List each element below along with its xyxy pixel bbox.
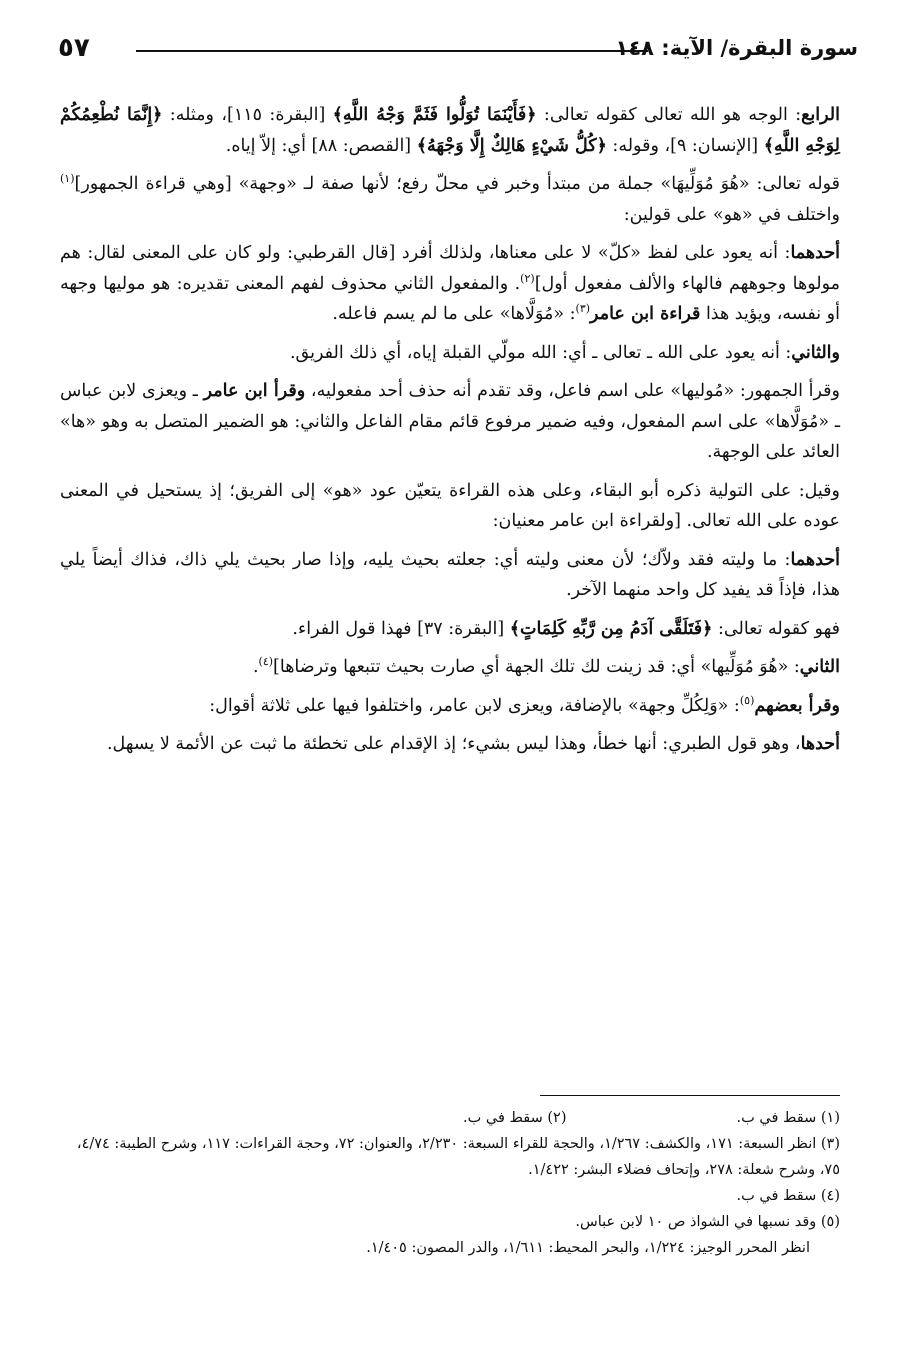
text-run: . والمفعول الثاني محذوف لفهم المعنى تقديره: هو موليها وجهه أو نفسه، ويؤيد هذا (60, 273, 840, 324)
bold-term: قراءة ابن عامر (590, 304, 701, 324)
bold-term: أحدهما (790, 549, 840, 570)
paragraph (60, 476, 840, 537)
page-number: ٥٧ (58, 33, 90, 63)
running-head: سورة البقرة/ الآية: ١٤٨ (615, 36, 858, 60)
footnote-separator (540, 1095, 840, 1096)
footnote-3: (٣) انظر السبعة: ١٧١، والكشف: ١/٢٦٧، والحجة للقراء السبعة: ٢/٢٣٠، والعنوان: ٧٢، وحجة القراءات: ١١٧، وشرح الطيبة: ٤/٧٤، ٧٥، وشرح شعلة: ٢٧٨، وإتحاف فضلاء البشر: ١/٤٢٢. (76, 1136, 840, 1178)
text-run: وقرأ الجمهور: «مُوليها» على اسم فاعل، وقد تقدم أنه حذف أحد مفعوليه، (305, 381, 840, 401)
text-run: : أنه يعود على لفظ «كلّ» لا على معناها، ولذلك أفرد [قال القرطبي: ولو كان على المعنى لقال: هم مولوها وجوههم فالهاء والألف مفعول أول] (60, 243, 840, 294)
text-run: : أنه يعود على الله ـ تعالى ـ أي: الله مولّي القبلة إياه، أي ذلك الفريق. (289, 342, 792, 363)
text-run: : «وَلِكُلِّ وجهة» بالإضافة، ويعزى لابن عامر، واختلفوا فيها على ثلاثة أقوال: (209, 695, 740, 716)
text-run: وقيل: على التولية ذكره أبو البقاء، وعلى هذه القراءة يتعيّن عود «هو» إلى الفريق؛ إذ يستحيل في المعنى عوده على الله تعالى. [ولقراءة ابن عامر معنيان: (60, 480, 840, 531)
text-run: : ما وليته فقد ولاّك؛ لأن معنى وليته أي: جعلته بحيث يليه، وإذا صار بحيث يلي ذاك، فذاك أيضاً يلي هذا، فإذاً قد يفيد كل واحد منهما الآخر. (60, 549, 840, 600)
footnote-5-continuation: انظر المحرر الوجيز: ١/٢٢٤، والبحر المحيط: ١/٦١١، والدر المصون: ١/٤٠٥. (366, 1240, 810, 1256)
text-run: : «مُوَلَّاها» على ما لم يسم فاعله. (332, 304, 576, 324)
footnote-ref: (٢) (520, 271, 535, 285)
paragraph (60, 376, 840, 468)
bold-term: وقرأ ابن عامر (203, 381, 306, 401)
footnote-4: (٤) سقط في ب. (736, 1188, 840, 1204)
text-run: واختلف في «هو» على قولين: (623, 204, 840, 225)
paragraph (60, 729, 840, 760)
text-run: : «هُوَ مُوَلِّيها» أي: قد زينت لك تلك الجهة أي صارت بحيث تتبعها وترضاها] (273, 657, 800, 677)
text-run: [القصص: ٨٨] أي: إلاّ إياه. (225, 135, 417, 156)
bold-term: الرابع (801, 105, 840, 125)
paragraph (60, 545, 840, 606)
text-run: [الإنسان: ٩]، وقوله: (606, 135, 764, 156)
footnote-5: (٥) وقد نسبها في الشواذ ص ١٠ لابن عباس. (575, 1214, 840, 1230)
text-run: . (252, 657, 259, 677)
bold-term: وقرأ بعضهم (754, 695, 840, 716)
text-run: : الوجه هو الله تعالى كقوله تعالى: (536, 105, 802, 125)
footnotes (60, 1105, 840, 1261)
footnote-row-1-2 (60, 1105, 840, 1131)
quran-verse: ﴿كُلُّ شَيْءٍ هَالِكٌ إِلَّا وَجْهَهُ﴾ (416, 135, 607, 156)
paragraph (60, 691, 840, 722)
bold-term: والثاني (791, 342, 840, 363)
bold-term: أحدها (800, 734, 840, 754)
footnote-ref: (٣) (575, 302, 591, 316)
paragraph (60, 169, 840, 230)
text-run: [البقرة: ٣٧] فهذا قول الفراء. (292, 618, 510, 639)
paragraph (60, 614, 840, 645)
quran-verse: ﴿فَتَلَقَّى آدَمُ مِن رَّبِّهِ كَلِمَاتٍ﴾ (509, 618, 713, 639)
text-run: قوله تعالى: «هُوَ مُوَلِّيهَا» جملة من مبتدأ وخبر في محلّ رفع؛ لأنها صفة لـ «وجهة» [وهي قراءة الجمهور] (74, 174, 840, 194)
header-rule (136, 50, 648, 52)
paragraph (60, 652, 840, 683)
paragraph (60, 338, 840, 369)
page-header (58, 30, 858, 70)
quran-verse: ﴿إِنَّمَا نُطْعِمُكُمْ لِوَجْهِ اللَّهِ﴾ (60, 105, 840, 156)
text-run: ، وهو قول الطبري: أنها خطأ، وهذا ليس بشيء؛ إذ الإقدام على تخطئة ما ثبت عن الأئمة لا يسهل. (106, 734, 801, 754)
body-text (60, 100, 840, 768)
footnote-2: (٢) سقط في ب. (463, 1110, 567, 1126)
quran-verse: ﴿فَأَيْنَمَا تُوَلُّوا فَثَمَّ وَجْهُ اللَّهِ﴾ (332, 105, 537, 125)
bold-term: الثاني (799, 657, 840, 677)
footnote-ref: (١) (60, 172, 75, 186)
text-run: فهو كقوله تعالى: (712, 618, 840, 639)
text-run: [البقرة: ١١٥]، ومثله: (162, 105, 333, 125)
bold-term: أحدهما (790, 243, 840, 263)
paragraph (60, 238, 840, 330)
footnote-ref: (٤) (258, 655, 274, 669)
footnote-ref: (٥) (739, 693, 755, 707)
text-run: ـ ويعزى لابن عباس ـ «مُوَلَّاها» على اسم المفعول، وفيه ضمير مرفوع قائم مقام الفاعل والثاني: هو الضمير المتصل به وهو «ها» العائد على الوجهة. (60, 381, 840, 462)
footnote-1: (١) سقط في ب. (736, 1110, 840, 1126)
paragraph (60, 100, 840, 161)
